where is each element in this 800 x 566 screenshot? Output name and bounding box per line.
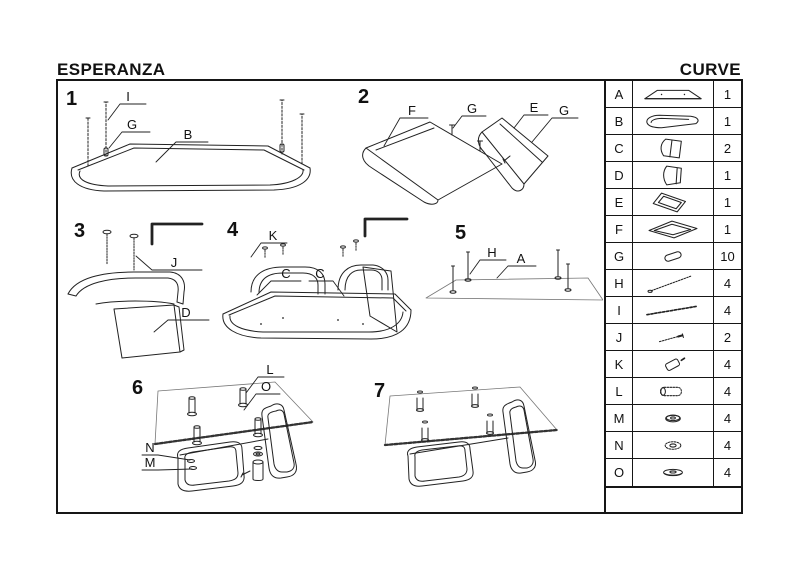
threaded-rod-icon [633,297,714,323]
connector-bolt-icon [633,351,714,377]
parts-table-row [606,189,741,216]
table-top-panel-icon [633,81,714,107]
small-flat-board-icon [633,189,714,215]
lower-shelf-panel-icon [633,108,714,134]
part-letter: C [606,135,633,161]
part-qty: 4 [723,302,732,318]
step-label: E [529,100,539,115]
part-qty: 1 [723,113,732,129]
step-label: C [315,266,325,281]
part-letter: K [606,351,633,377]
part-letter: J [606,324,633,350]
parts-table-row [606,135,741,162]
product-name-title: ESPERANZA [57,60,166,79]
large-flat-board-icon [633,216,714,242]
cover-cap-icon [633,459,714,486]
washer-icon [633,405,714,431]
part-qty: 1 [723,167,732,183]
step-label: L [266,362,274,377]
step-label: F [408,103,416,118]
part-qty: 1 [723,86,732,102]
step-label: I [126,89,130,104]
step-2-diagram [352,84,604,214]
step-label: O [260,379,272,394]
step-5-diagram [424,214,603,332]
step-label: M [144,455,156,470]
parts-table-row [606,297,741,324]
part-qty: 4 [723,356,732,372]
parts-table-row [606,243,741,270]
step-6-number: 6 [132,377,144,399]
allen-key-sketch [152,224,202,244]
step-label: B [183,127,193,142]
part-qty: 4 [723,465,732,480]
parts-table-row [606,81,741,108]
parts-table-row [606,432,741,459]
part-letter: D [606,162,633,188]
part-qty: 1 [723,194,732,210]
curved-leg-panel-icon [633,135,714,161]
wooden-dowel-icon [633,243,714,269]
step-5-number: 5 [455,222,467,244]
part-letter: O [606,459,633,486]
parts-table-row [606,351,741,378]
part-letter: L [606,378,633,404]
parts-table-row [606,216,741,243]
step-label: J [170,255,178,270]
parts-table-row [606,270,741,297]
part-qty: 4 [723,437,732,453]
part-qty: 4 [723,383,732,399]
part-qty: 10 [720,248,735,264]
part-letter: I [606,297,633,323]
spacer-post-sketch [188,388,263,445]
long-bolt-icon [633,270,714,296]
allen-key-sketch [365,219,407,236]
parts-table-row [606,459,741,486]
part-qty: 2 [723,140,732,156]
parts-table-row [606,324,741,351]
step-label: C [281,266,291,281]
step-3-number: 3 [74,220,86,242]
part-qty: 4 [723,410,732,426]
curved-side-panel-icon [633,162,714,188]
step-label: A [516,251,526,266]
part-letter: B [606,108,633,134]
step-label: D [181,305,191,320]
part-letter: F [606,216,633,242]
step-7-diagram [360,364,603,510]
part-letter: E [606,189,633,215]
step-1-number: 1 [66,88,78,110]
parts-table-row [606,162,741,189]
step-7-number: 7 [374,380,386,402]
part-qty: 1 [723,221,732,237]
step-1-diagram [58,84,348,209]
part-qty: 4 [723,275,732,291]
parts-table-row [606,108,741,135]
parts-table-row [606,405,741,432]
collection-name-title: CURVE [679,60,741,79]
step-3-diagram [62,212,217,360]
step-4-diagram [213,212,418,364]
step-2-number: 2 [358,86,370,108]
part-letter: G [606,243,633,269]
nut-icon [633,432,714,458]
part-qty: 2 [723,329,732,345]
step-4-number: 4 [227,219,239,241]
parts-list-table [604,79,743,488]
step-label: N [145,440,155,455]
part-letter: M [606,405,633,431]
spacer-cylinder-icon [633,378,714,404]
part-letter: A [606,81,633,107]
allen-screw-icon [633,324,714,350]
step-label: H [487,245,497,260]
spacer-post-sketch [417,387,494,441]
step-label: G [466,101,478,116]
step-6-diagram [98,358,343,510]
part-letter: N [606,432,633,458]
part-letter: H [606,270,633,296]
parts-table-row [606,378,741,405]
step-label: G [126,117,138,132]
step-label: K [268,228,278,243]
step-label: G [558,103,570,118]
